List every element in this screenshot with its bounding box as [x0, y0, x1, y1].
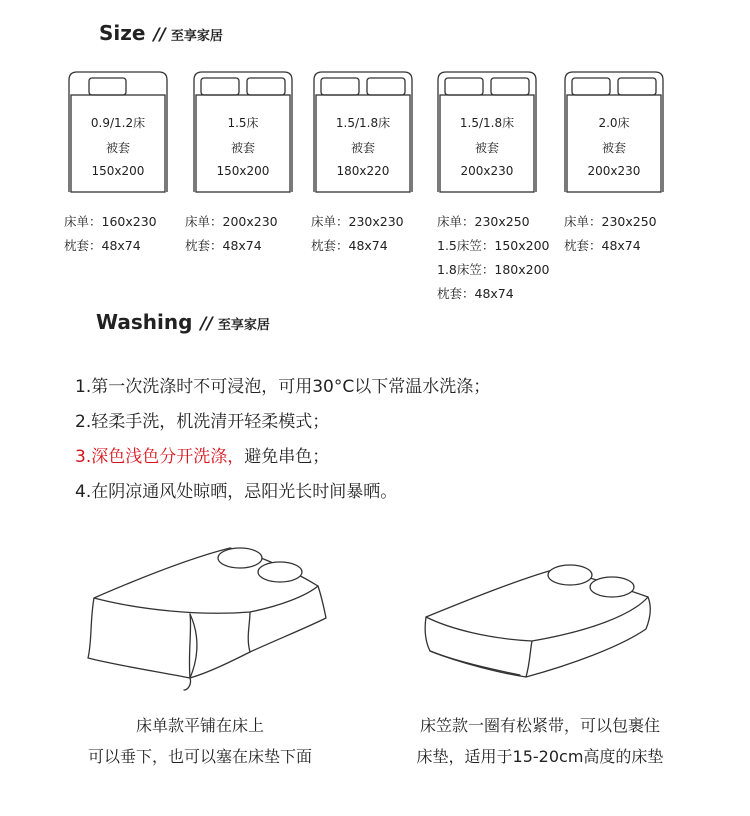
bed-size-label: 1.5床: [227, 116, 259, 130]
spec-line: 枕套：48x74: [185, 238, 262, 253]
washing-heading-title: Washing: [96, 310, 193, 334]
spec-line: 床单：230x250: [564, 214, 657, 229]
bed-diagram-1: [68, 70, 168, 194]
size-heading-brand: 至享家居: [170, 29, 223, 44]
spec-line: 床单：230x230: [311, 214, 404, 229]
spec-list-4: [437, 214, 550, 310]
bed-kind-label: 被套: [230, 141, 255, 155]
washing-line-2: 2.轻柔手洗，机洗清开轻柔模式；: [75, 412, 330, 432]
spec-line: 枕套：48x74: [64, 238, 141, 253]
washing-heading: [96, 310, 270, 334]
bed-dims-label: 150x200: [216, 164, 270, 178]
bed-size-label: 1.5/1.8床: [335, 116, 391, 130]
spec-line: 床单：230x250: [437, 214, 530, 229]
spec-line: 1.5床笠：150x200: [437, 238, 550, 253]
bed-dims-label: 180x220: [336, 164, 390, 178]
bed-size-label: 0.9/1.2床: [90, 116, 146, 130]
bed-kind-label: 被套: [474, 141, 499, 155]
washing-line-3-number: 3.: [75, 447, 92, 467]
bed-diagram-4: [437, 70, 537, 194]
washing-heading-brand: 至享家居: [217, 318, 270, 333]
spec-list-2: [185, 214, 278, 262]
bed-size-label: 1.5/1.8床: [459, 116, 515, 130]
spec-line: 床单：160x230: [64, 214, 157, 229]
washing-line-3-rest: 避免串色；: [244, 447, 330, 467]
spec-line: 床单：200x230: [185, 214, 278, 229]
bed-kind-label: 被套: [601, 141, 626, 155]
flat-sheet-caption-line-1: 床单款平铺在床上: [135, 716, 264, 735]
spec-line: 枕套：48x74: [311, 238, 388, 253]
size-heading-title: Size: [99, 21, 146, 45]
bed-kind-label: 被套: [350, 141, 375, 155]
flat-sheet-caption: [60, 710, 340, 772]
bed-dims-label: 200x230: [587, 164, 641, 178]
bed-size-label: 2.0床: [598, 116, 630, 130]
spec-list-5: [564, 214, 657, 262]
bed-diagram-3: [313, 70, 413, 194]
flat-sheet-illustration: [80, 540, 340, 695]
spec-list-1: [64, 214, 157, 262]
washing-line-1: 1.第一次洗涤时不可浸泡，可用30°C以下常温水洗涤；: [75, 377, 491, 397]
washing-line-3: [75, 440, 490, 475]
washing-instructions: [75, 370, 490, 510]
bed-diagram-5: [564, 70, 664, 194]
bed-dims-label: 200x230: [460, 164, 514, 178]
washing-line-3-highlight: 深色浅色分开洗涤，: [91, 447, 245, 467]
bed-kind-label: 被套: [105, 141, 130, 155]
spec-list-3: [311, 214, 404, 262]
spec-line: 枕套：48x74: [437, 286, 514, 301]
fitted-sheet-caption-line-1: 床笠款一圈有松紧带，可以包裹住: [419, 716, 660, 735]
spec-line: 枕套：48x74: [564, 238, 641, 253]
washing-line-4: 4.在阴凉通风处晾晒，忌阳光长时间暴晒。: [75, 482, 398, 502]
bed-dims-label: 150x200: [91, 164, 145, 178]
fitted-sheet-caption-line-2: 床垫，适用于15-20cm高度的床垫: [416, 747, 664, 766]
washing-heading-separator: //: [200, 314, 213, 334]
bed-diagram-2: [193, 70, 293, 194]
flat-sheet-caption-line-2: 可以垂下，也可以塞在床垫下面: [87, 747, 312, 766]
fitted-sheet-caption: [395, 710, 685, 772]
size-heading-separator: //: [153, 25, 166, 45]
fitted-sheet-illustration: [420, 555, 655, 690]
size-heading: [99, 21, 223, 45]
spec-line: 1.8床笠：180x200: [437, 262, 550, 277]
